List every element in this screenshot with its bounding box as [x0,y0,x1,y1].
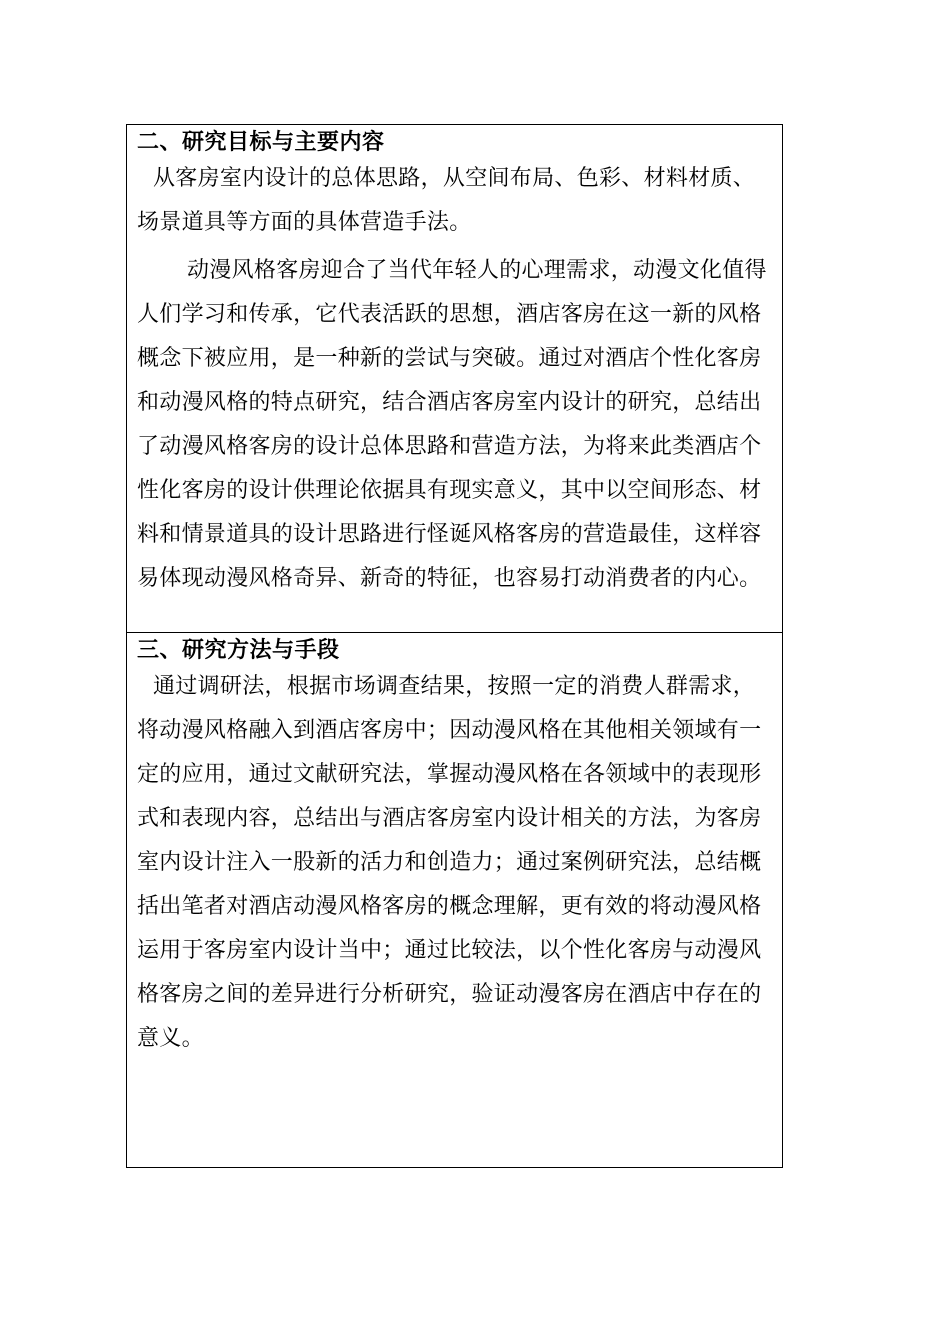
section-row-research-goals [127,125,783,633]
research-goals-paragraph-1: 从客房室内设计的总体思路，从空间布局、色彩、材料材质、场景道具等方面的具体营造手法。 [137,166,756,235]
section-heading-research-goals: 二、研究目标与主要内容 [137,129,385,155]
research-methods-cell [127,633,783,1168]
section-heading-research-methods: 三、研究方法与手段 [137,637,340,663]
proposal-form-table [126,124,783,1168]
research-goals-paragraph-2: 动漫风格客房迎合了当代年轻人的心理需求，动漫文化值得人们学习和传承，它代表活跃的思想，酒店客房在这一新的风格概念下被应用，是一种新的尝试与突破。通过对酒店个性化客房和动漫风格的特点研究，结合酒店客房室内设计的研究，总结出了动漫风格客房的设计总体思路和营造方法，为将来此类酒店个性化客房的设计供理论依据具有现实意义，其中以空间形态、材料和情景道具的设计思路进行怪诞风格客房的营造最佳，这样容易体现动漫风格奇异、新奇的特征，也容易打动消费者的内心。 [137,258,767,591]
section-row-research-methods [127,633,783,1168]
research-methods-paragraph-1: 通过调研法，根据市场调查结果，按照一定的消费人群需求，将动漫风格融入到酒店客房中；因动漫风格在其他相关领域有一定的应用，通过文献研究法，掌握动漫风格在各领域中的表现形式和表现内容，总结出与酒店客房室内设计相关的方法，为客房室内设计注入一股新的活力和创造力；通过案例研究法，总结概括出笔者对酒店动漫风格客房的概念理解，更有效的将动漫风格运用于客房室内设计当中；通过比较法，以个性化客房与动漫风格客房之间的差异进行分析研究，验证动漫客房在酒店中存在的意义。 [137,674,762,1051]
research-goals-cell [127,125,783,633]
